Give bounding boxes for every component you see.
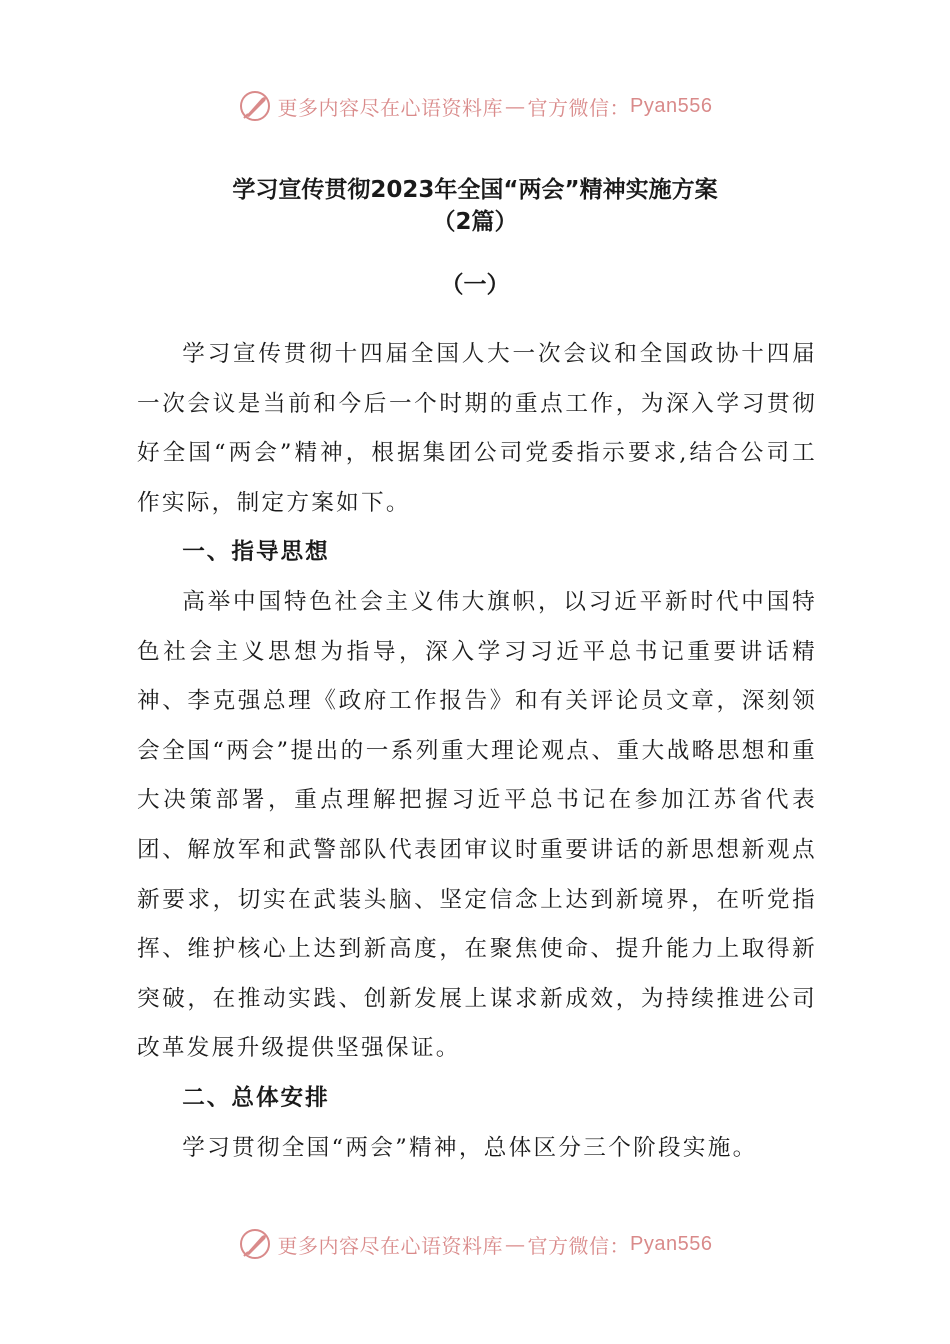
watermark-text: 更多内容尽在心语资料库 xyxy=(277,1233,504,1258)
watermark-footer xyxy=(0,1224,950,1264)
watermark-text: 更多内容尽在心语资料库 xyxy=(277,95,504,120)
watermark-wechat-label: 官方微信： xyxy=(527,97,631,120)
document-title xyxy=(0,174,950,238)
quill-logo-icon xyxy=(238,1227,272,1261)
title-line-2: （2篇） xyxy=(432,209,518,235)
title-line-1: 学习宣传贯彻2023年全国“两会”精神实施方案 xyxy=(232,177,718,203)
quill-logo-icon xyxy=(238,89,272,123)
watermark-header xyxy=(0,86,950,126)
watermark-separator: — xyxy=(505,1232,526,1256)
watermark-wechat-id: Pyan556 xyxy=(630,1232,713,1255)
watermark-separator: — xyxy=(505,94,526,118)
document-body xyxy=(137,330,817,1173)
part-heading: （一） xyxy=(440,272,510,298)
watermark-wechat-id: Pyan556 xyxy=(630,94,713,117)
section-heading-overall-plan: 二、总体安排 xyxy=(182,1084,330,1111)
paragraph-overall-plan: 学习贯彻全国“两会”精神，总体区分三个阶段实施。 xyxy=(182,1134,758,1161)
section-heading-guiding-thought: 一、指导思想 xyxy=(182,539,330,566)
paragraph-intro: 学习宣传贯彻十四届全国人大一次会议和全国政协十四届一次会议是当前和今后一个时期的重点工作，为深入学习贯彻好全国“两会”精神，根据集团公司党委指示要求,结合公司工作实际，制定方案如下。 xyxy=(137,341,817,516)
paragraph-guiding-thought: 高举中国特色社会主义伟大旗帜，以习近平新时代中国特色社会主义思想为指导，深入学习习近平总书记重要讲话精神、李克强总理《政府工作报告》和有关评论员文章，深刻领会全国“两会”提出的一系列重大理论观点、重大战略思想和重大决策部署，重点理解把握习近平总书记在参加江苏省代表团、解放军和武警部队代表团审议时重要讲话的新思想新观点新要求，切实在武装头脑、坚定信念上达到新境界，在听党指挥、维护核心上达到新高度，在聚焦使命、提升能力上取得新突破，在推动实践、创新发展上谋求新成效，为持续推进公司改革发展升级提供坚强保证。 xyxy=(137,588,817,1062)
watermark-wechat-label: 官方微信： xyxy=(527,1235,631,1258)
